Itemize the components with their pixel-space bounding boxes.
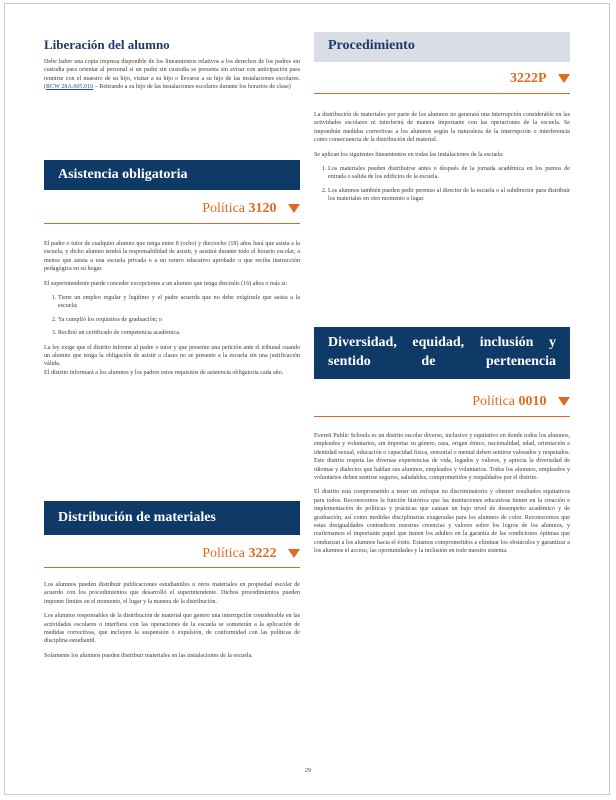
diversity-p2: El distrito está comprometido a tener un enfoque no discriminatorio y obtener resultados equitativos para todos. Reconocemos la función histórica que las instituciones educativas tienen en la creación e implementación de políticas y prácticas que causan un bajo nivel de desempeño académico y de graduación, así como medidas disciplinarias exageradas para los alumnos de color. Reconocemos que estas desigualdades contradicen nuestras creencias y valores sobre los logros de los alumnos, y reafirmamos el importante papel que tienen los adultos en la garantía de las condiciones óptimas que conduzcan a los alumnos hacia el éxito. Estamos comprometidos a eliminar los obstáculos y garantizar a los alumnos el acceso, las oportunidades y la inclusión en todo nuestro sistema. [314,489,570,555]
distribution-p3: Solamente los alumnos pueden distribuir materiales en las instalaciones de la escuela. [44,652,253,659]
attendance-body [44,240,300,383]
policy-number: 0010 [518,394,547,409]
distribution-body [44,581,300,666]
diversity-policy-label [314,394,570,410]
attendance-policy-label [44,201,300,217]
distribution-banner-title: Distribución de materiales [58,510,216,525]
distribution-banner [44,501,300,535]
policy-number: 3120 [248,201,277,216]
diversity-banner-title: Diversidad, equidad, inclusión y sentido de pertenencia [328,335,556,369]
triangle-down-icon [288,204,300,213]
list-item: 1. Los materiales pueden distribuirse antes o después de la jornada académica en los puntos de entrada o salida de los edificios de la escuela. [328,165,570,182]
diversity-p1: Everett Public Schools es un distrito escolar diverso, inclusivo y equitativo en donde todos los alumnos, empleados y voluntarios, sin importar su género, raza, origen étnico, nacionalidad, edad, orientación e identidad sexual, educación o capacidad física, sensorial o mental deben sentirse valorados y respetados. Este distrito respeta las diversas experiencias de vida, legados y valores, y aprecia la diversidad de idiomas y dialectos que hablan sus alumnos, empleados y voluntarios. Todos los alumnos, empleados y voluntarios deben sentirse seguros, saludables, comprometidos y respaldados por el distrito. [314,433,570,482]
procedure-p2: Se aplican los siguientes lineamientos en todas las instalaciones de la escuela: [314,151,504,158]
procedure-number: 3222P [509,71,547,86]
procedure-body [314,111,570,210]
policy-word: Política [202,546,245,561]
policy-word: Política [472,394,515,409]
distribution-rule [44,567,300,568]
policy-word: Política [202,201,245,216]
page-number: 29 [305,768,311,774]
diversity-banner [314,327,570,379]
attendance-list [44,294,300,338]
list-item: 2. Los alumnos también pueden pedir permiso al director de la escuela o al subdirector para distribuir los materiales en otro momento o lugar. [328,187,570,204]
procedure-banner [314,32,570,62]
attendance-p2: El superintendente puede conceder excepciones a un alumno que tenga dieciséis (16) años o más si: [44,280,288,287]
release-text: Debe haber una copia impresa disponible de los lineamientos relativos a los derechos de los padres sin custodia para orientar al personal si un padre sin custodia se presenta sin avisar con anticipación para reunirse con el maestro de su hijo, visitar a su hijo o llevarse a su hijo de las instalaciones escolares. [44,59,300,82]
release-heading: Liberación del alumno [44,37,170,52]
list-item: 1. Tiene un empleo regular y legítimo y el padre acuerda que no debe exigírsele que asista a la escuela; [58,294,300,311]
attendance-p4: El distrito informará a los alumnos y los padres estos requisitos de asistencia obligatoria cada año. [44,369,284,376]
distribution-p1: Los alumnos pueden distribuir publicaciones estudiantiles u otros materiales en propiedad escolar de acuerdo con los procedimientos que desarrolló el superintendente. Dichos procedimientos pueden imponer límites en el momento, el lugar y la manera de la distribución. [44,582,300,605]
procedure-banner-title: Procedimiento [328,38,415,53]
attendance-rule [44,223,300,224]
procedure-p1: La distribución de materiales por parte de los alumnos no generará una interrupción considerable en las actividades escolares ni interferirá de manera importante con las operaciones de la escuela. Se impondrán medidas correctivas a los alumnos según la naturaleza de la interrupción o interferencia como consecuencia de la distribución del material. [314,112,570,144]
release-text-block: Debe haber una copia impresa disponible de los lineamientos relativos a los derechos de los padres sin custodia para orientar al personal si un padre sin custodia se presenta sin avisar con anticipación para reunirse con el maestro de su hijo, visitar a su hijo o llevarse a su hijo de las instalaciones escolares. (RCW 28A.605.010 – Retirando a su hijo de las instalaciones escolares durante los horarios de clase) [44,59,300,91]
attendance-p3: La ley exige que el distrito informe al padre o tutor y que presente una petición ante el tribunal cuando un alumno que tenga la obligación de asistir a clases no se presente a la escuela sin una justificación válida. [44,344,300,368]
distribution-p2: Los alumnos responsables de la distribución de material que genere una interrupción considerable en las actividades escolares o interfiera con las operaciones de la escuela se someterán a la aplicación de medidas correctivas, que incluyen la suspensión o expulsión, de conformidad con las políticas de disciplina estudiantil. [44,613,300,645]
list-item: 3. Recibió un certificado de competencia académica. [58,329,300,337]
diversity-body [314,432,570,562]
rcw-link[interactable]: RCW 28A.605.010 [46,84,94,91]
diversity-rule [314,416,570,417]
attendance-p1: El padre o tutor de cualquier alumno que tenga entre 8 (ocho) y dieciocho (18) años hará que asista a la escuela, y dicho alumno tendrá la responsabilidad de asistir, y asistirá durante todo el horario escolar, a menos que asista a una escuela privada o a un centro educativo aprobado o que reciba instrucción pedagógica en su hogar. [44,241,300,273]
policy-number: 3222 [248,546,277,561]
procedure-list [314,165,570,204]
release-tail: – Retirando a su hijo de las instalaciones escolares durante los horarios de clase) [94,84,291,91]
procedure-number-label [314,71,570,87]
triangle-down-icon [288,549,300,558]
attendance-banner-title: Asistencia obligatoria [58,167,188,182]
attendance-banner [44,160,300,190]
procedure-rule [314,93,570,94]
distribution-policy-label [44,546,300,562]
triangle-down-icon [558,397,570,406]
list-item: 2. Ya cumplió los requisitos de graduación; o [58,316,300,324]
triangle-down-icon [558,74,570,83]
